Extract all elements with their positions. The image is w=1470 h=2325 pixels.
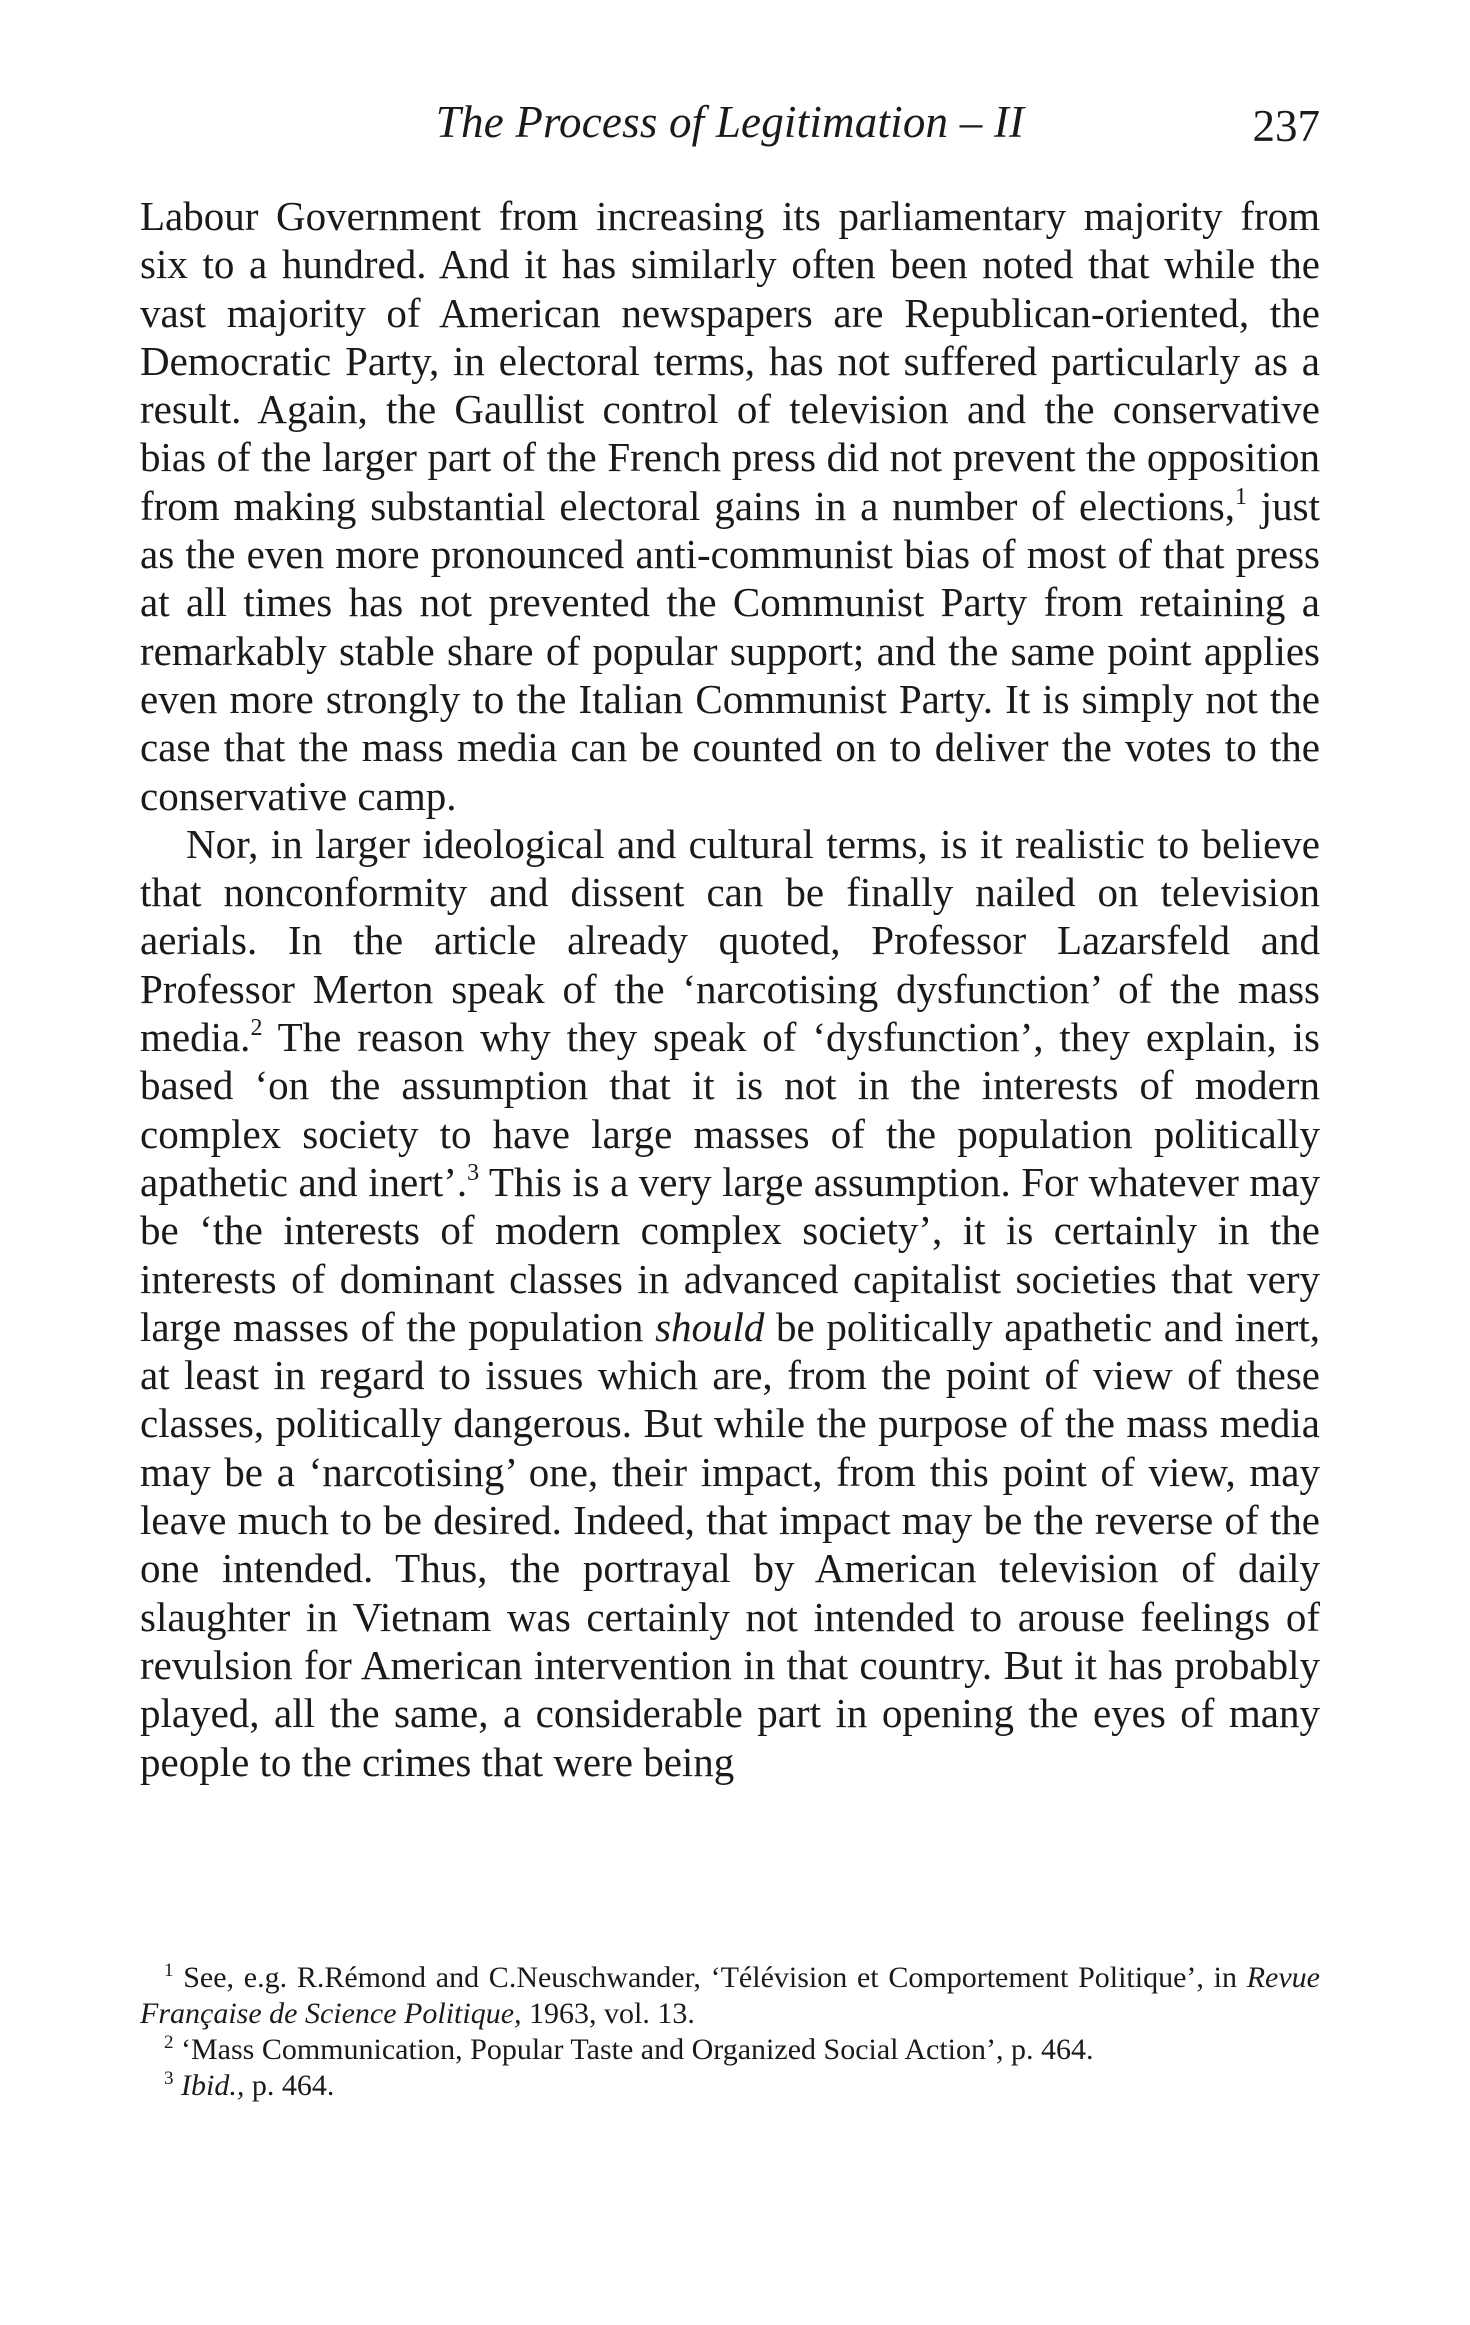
footnote-ref-3: 3 [467,1159,480,1186]
footnotes [140,1960,1320,2104]
footnote-1-text-b: 1963, vol. 13. [521,1997,695,2030]
footnote-1-text-a: See, e.g. R.Rémond and C.Neuschwander, ‘Télévision et Comportement Politique’, in [173,1961,1247,1994]
footnote-2-marker: 2 [164,2032,174,2053]
footnote-ref-1: 1 [1235,483,1247,510]
paragraph-2-part-3: This is a very large assumption. For whatever may be ‘the interests of modern complex society’, it is certainly in the interests of dominant classes in advanced capitalist societies that very large masses of the population [140,1158,1320,1350]
footnote-1 [140,1960,1320,2032]
footnote-3-marker: 3 [164,2068,174,2089]
paragraph-2 [140,820,1320,1786]
footnote-3-text: p. 464. [244,2069,335,2102]
paragraph-1-part-2: just as the even more pronounced anti-communist bias of most of that press at all times has not prevented the Communist Party from retaining a remarkably stable share of popular support; and the same point applies even more strongly to the Italian Communist Party. It is simply not the case that the mass media can be counted on to deliver the votes to the conservative camp. [140,482,1320,819]
paragraph-2-part-4: be politically apathetic and inert, at least in regard to issues which are, from the point of view of these classes, politically dangerous. But while the purpose of the mass media may be a ‘narcotising’ one, their impact, from this point of view, may leave much to be desired. Indeed, that impact may be the reverse of the one intended. Thus, the portrayal by American television of daily slaughter in Vietnam was certainly not intended to arouse feelings of revulsion for American intervention in that country. But it has probably played, all the same, a considerable part in opening the eyes of many people to the crimes that were being [140,1303,1320,1785]
page-number: 237 [1252,101,1320,151]
running-title: The Process of Legitimation – II [435,97,1025,147]
footnote-1-marker: 1 [164,1960,174,1981]
footnote-3 [140,2068,1320,2104]
emphasis-should: should [655,1303,765,1350]
paragraph-2-part-2: The reason why they speak of ‘dysfunction’, they explain, is based ‘on the assumption that it is not in the interests of modern complex society to have large masses of the population politically apathetic and inert’. [140,1014,1320,1205]
footnote-3-ibid: Ibid., [173,2069,245,2102]
body-text [140,192,1320,1786]
running-head [140,92,1320,152]
paragraph-1 [140,192,1320,820]
footnote-1-journal: Revue Française de Science Politique, [140,1961,1320,2030]
footnote-2 [140,2032,1320,2068]
footnote-ref-2: 2 [250,1015,263,1042]
paragraph-1-part-1: Labour Government from increasing its parliamentary majority from six to a hundred. And it has similarly often been noted that while the vast majority of American newspapers are Republican-oriented, the Democratic Party, in electoral terms, has not suffered particularly as a result. Again, the Gaullist control of television and the conservative bias of the larger part of the French press did not prevent the opposition from making substantial electoral gains in a number of elections, [140,193,1320,529]
footnote-2-text: ‘Mass Communication, Popular Taste and Organized Social Action’, p. 464. [173,2033,1094,2066]
paragraph-2-part-1: Nor, in larger ideological and cultural terms, is it realistic to believe that nonconformity and dissent can be finally nailed on television aerials. In the article already quoted, Professor Lazarsfeld and Professor Merton speak of the ‘narcotising dysfunction’ of the mass media. [140,820,1320,1061]
